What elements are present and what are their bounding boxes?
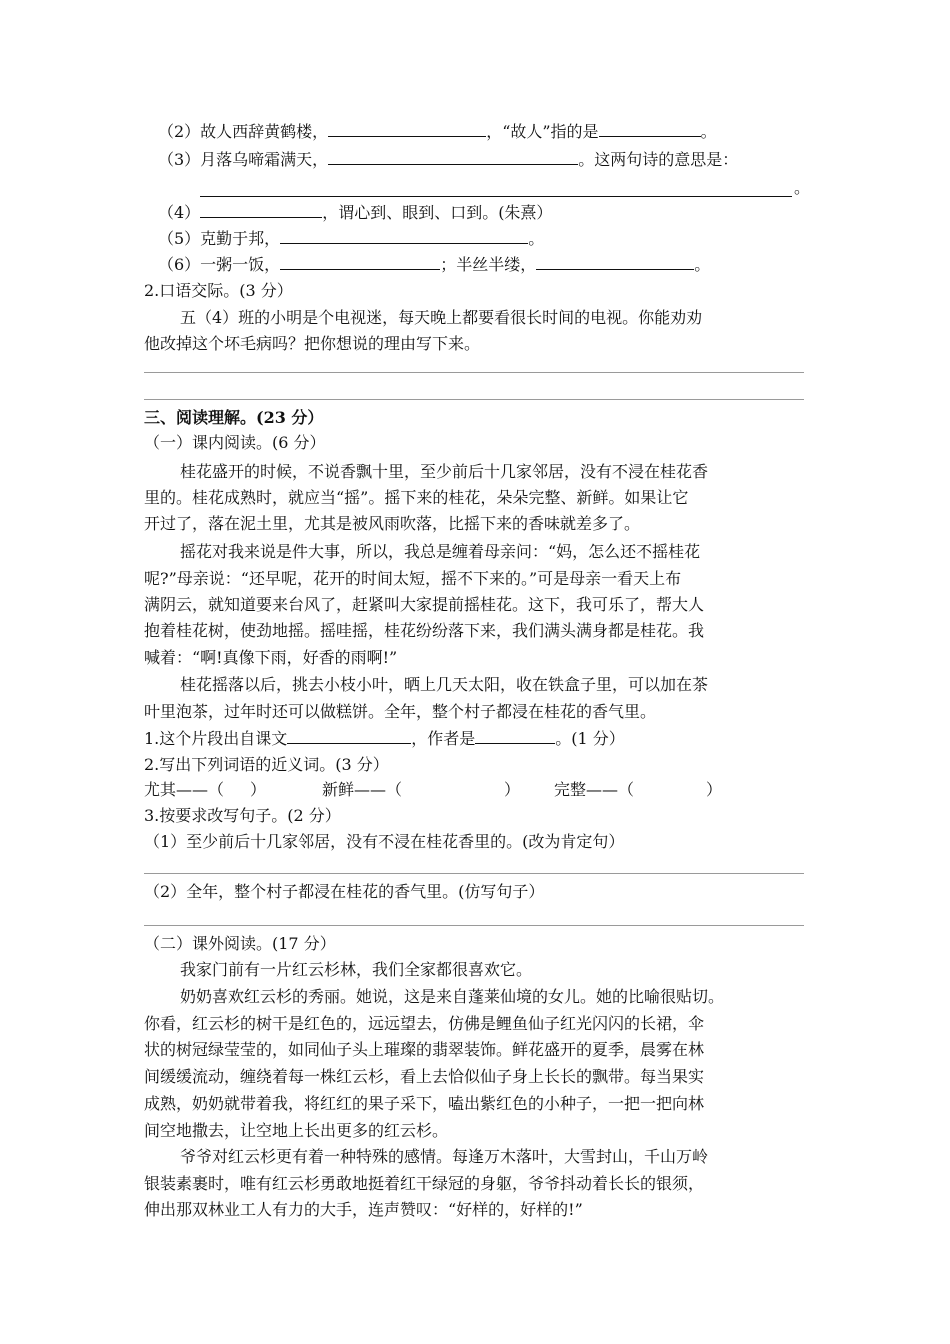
answer-blank[interactable] — [287, 729, 411, 744]
question-3-2: （2）全年，整个村子都浸在桂花的香气里。(仿写句子） — [144, 882, 545, 901]
question-text: （6）一粥一饭， — [158, 255, 281, 274]
question-text: 。 — [528, 229, 545, 248]
answer-blank[interactable] — [599, 122, 701, 137]
passage-line: 里的。桂花成熟时，就应当“摇”。摇下来的桂花，朵朵完整、新鲜。如果让它 — [144, 488, 689, 507]
question-3-1: （1）至少前后十几家邻居，没有不浸在桂花香里的。(改为肯定句） — [144, 832, 625, 851]
passage-line: 状的树冠绿莹莹的，如同仙子头上璀璨的翡翠装饰。鲜花盛开的夏季，晨雾在林 — [144, 1040, 705, 1059]
answer-line[interactable] — [200, 196, 792, 197]
answer-blank[interactable] — [280, 255, 440, 270]
question-text: 。 — [794, 178, 811, 197]
synonym-prompt: 新鲜——（ — [322, 780, 403, 799]
passage-line: 叶里泡茶，过年时还可以做糕饼。全年，整个村子都浸在桂花的香气里。 — [144, 702, 657, 721]
answer-blank[interactable] — [536, 255, 694, 270]
question-text: （3）月落乌啼霜满天， — [158, 150, 329, 169]
question-3-line — [158, 150, 738, 172]
question-text: 。(1 分） — [555, 729, 625, 748]
subsection-title: （二）课外阅读。(17 分） — [144, 934, 336, 953]
question-text: 。这两句诗的意思是： — [578, 150, 739, 169]
synonym-close: ） — [250, 780, 267, 799]
passage-line: 伸出那双林业工人有力的大手，连声赞叹：“好样的，好样的!” — [144, 1200, 583, 1219]
passage-line: 呢?”母亲说：“还早呢，花开的时间太短，摇不下来的。”可是母亲一看天上布 — [144, 569, 682, 588]
question-text: （2）故人西辞黄鹤楼， — [158, 122, 329, 141]
section-title: 三、阅读理解。(23 分） — [144, 408, 324, 427]
synonym-close: ） — [706, 780, 723, 799]
question-2-title: 2.写出下列词语的近义词。(3 分） — [144, 755, 389, 774]
question-text: 。 — [700, 122, 717, 141]
question-3-title: 3.按要求改写句子。(2 分） — [144, 806, 341, 825]
passage-line: 间空地撒去，让空地上长出更多的红云杉。 — [144, 1121, 449, 1140]
synonym-prompt: 尤其——（ — [144, 780, 225, 799]
question-6-line — [158, 255, 710, 277]
passage-line: 奶奶喜欢红云杉的秀丽。她说，这是来自蓬莱仙境的女儿。她的比喻很贴切。 — [180, 987, 725, 1006]
answer-blank[interactable] — [200, 203, 322, 218]
question-text: （4） — [158, 203, 201, 222]
question-text: ，作者是 — [411, 729, 476, 748]
passage-line: 爷爷对红云杉更有着一种特殊的感情。每逢万木落叶，大雪封山，千山万岭 — [180, 1147, 709, 1166]
passage-line: 你看，红云杉的树干是红色的，远远望去，仿佛是鲤鱼仙子红光闪闪的长裙，伞 — [144, 1014, 705, 1033]
answer-line[interactable] — [144, 873, 804, 874]
answer-blank[interactable] — [328, 150, 578, 165]
question-text: ，谓心到、眼到、口到。(朱熹） — [322, 203, 553, 222]
passage-line: 银装素裹时，唯有红云杉勇敢地挺着红干绿冠的身躯，爷爷抖动着长长的银须， — [144, 1174, 705, 1193]
answer-line[interactable] — [144, 372, 804, 373]
passage-line: 开过了，落在泥土里，尤其是被风雨吹落，比摇下来的香味就差多了。 — [144, 514, 641, 533]
answer-line[interactable] — [144, 925, 804, 926]
passage-line: 满阴云，就知道要来台风了，赶紧叫大家提前摇桂花。这下，我可乐了，帮大人 — [144, 595, 705, 614]
synonym-prompt: 完整——（ — [554, 780, 635, 799]
synonym-row — [144, 780, 804, 802]
question-text: ，“故人”指的是 — [486, 122, 599, 141]
answer-line[interactable] — [144, 399, 804, 400]
passage-line: 成熟，奶奶就带着我，将红红的果子采下，嗑出紫红色的小种子，一把一把向林 — [144, 1094, 705, 1113]
passage-line: 我家门前有一片红云杉林，我们全家都很喜欢它。 — [180, 960, 533, 979]
answer-blank[interactable] — [280, 229, 528, 244]
question-text: （5）克勤于邦， — [158, 229, 281, 248]
passage-line: 摇花对我来说是件大事，所以，我总是缠着母亲问：“妈，怎么还不摇桂花 — [180, 542, 701, 561]
passage-line: 间缓缓流动，缠绕着每一株红云杉，看上去恰似仙子身上长长的飘带。每当果实 — [144, 1067, 705, 1086]
oral-paragraph-line: 他改掉这个坏毛病吗？把你想说的理由写下来。 — [144, 334, 481, 353]
answer-blank[interactable] — [475, 729, 555, 744]
question-3-end — [794, 178, 810, 200]
answer-blank[interactable] — [328, 122, 486, 137]
subsection-title: （一）课内阅读。(6 分） — [144, 433, 326, 452]
question-text: 。 — [694, 255, 711, 274]
question-text: ；半丝半缕， — [440, 255, 537, 274]
question-5-line — [158, 229, 544, 251]
passage-line: 桂花盛开的时候，不说香飘十里，至少前后十几家邻居，没有不浸在桂花香 — [180, 462, 709, 481]
question-2-line — [158, 122, 717, 144]
passage-line: 抱着桂花树，使劲地摇。摇哇摇，桂花纷纷落下来，我们满头满身都是桂花。我 — [144, 621, 705, 640]
question-text: 1.这个片段出自课文 — [144, 729, 288, 748]
passage-line: 喊着：“啊!真像下雨，好香的雨啊!” — [144, 648, 398, 667]
passage-line: 桂花摇落以后，挑去小枝小叶，晒上几天太阳，收在铁盒子里，可以加在茶 — [180, 675, 709, 694]
oral-title: 2.口语交际。(3 分） — [144, 281, 293, 300]
question-1-line — [144, 729, 625, 751]
question-4-line — [158, 203, 552, 225]
synonym-close: ） — [504, 780, 521, 799]
oral-paragraph-line: 五（4）班的小明是个电视迷，每天晚上都要看很长时间的电视。你能劝劝 — [180, 308, 703, 327]
